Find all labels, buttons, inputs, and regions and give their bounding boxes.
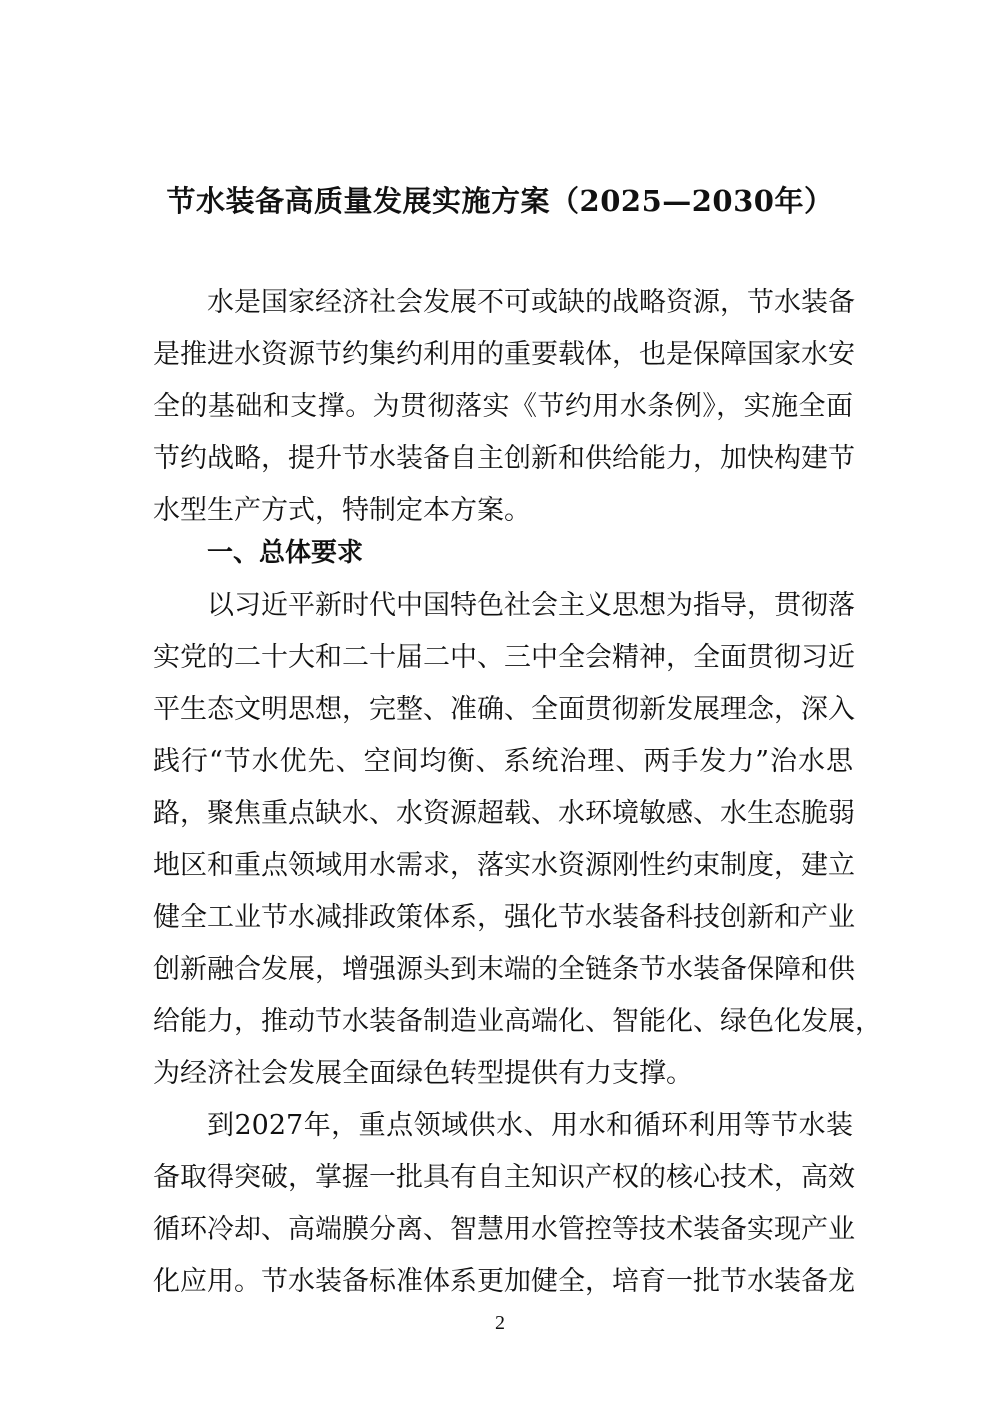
paragraph-1-line: 水是国家经济社会发展不可或缺的战略资源，节水装备	[207, 287, 855, 318]
document-title: 节水装备高质量发展实施方案（2025—2030年）	[166, 184, 834, 218]
section-heading: 一、总体要求	[207, 538, 364, 568]
paragraph-3-line: 循环冷却、高端膜分离、智慧用水管控等技术装备实现产业	[153, 1214, 855, 1245]
paragraph-1-line: 是推进水资源节约集约利用的重要载体，也是保障国家水安	[153, 339, 855, 370]
paragraph-3-line: 备取得突破，掌握一批具有自主知识产权的核心技术，高效	[153, 1162, 855, 1193]
paragraph-2-line: 路，聚焦重点缺水、水资源超载、水环境敏感、水生态脆弱	[153, 798, 855, 829]
paragraph-2-line: 以习近平新时代中国特色社会主义思想为指导，贯彻落	[207, 590, 855, 621]
paragraph-2-line: 为经济社会发展全面绿色转型提供有力支撑。	[153, 1058, 693, 1089]
paragraph-1-line: 水型生产方式，特制定本方案。	[153, 495, 531, 526]
paragraph-1-line: 全的基础和支撑。为贯彻落实《节约用水条例》，实施全面	[153, 391, 853, 422]
paragraph-2-line: 地区和重点领域用水需求，落实水资源刚性约束制度，建立	[153, 850, 855, 881]
paragraph-3-line: 化应用。节水装备标准体系更加健全，培育一批节水装备龙	[153, 1266, 855, 1297]
paragraph-1-line: 节约战略，提升节水装备自主创新和供给能力，加快构建节	[153, 443, 855, 474]
paragraph-2-line: 健全工业节水减排政策体系，强化节水装备科技创新和产业	[153, 902, 855, 933]
page-number: 2	[495, 1312, 505, 1334]
paragraph-2-line: 创新融合发展，增强源头到末端的全链条节水装备保障和供	[153, 954, 855, 985]
paragraph-2-line: 践行“节水优先、空间均衡、系统治理、两手发力”治水思	[153, 746, 853, 777]
paragraph-2-line: 平生态文明思想，完整、准确、全面贯彻新发展理念，深入	[153, 694, 855, 725]
paragraph-2-line: 实党的二十大和二十届二中、三中全会精神，全面贯彻习近	[153, 642, 855, 673]
paragraph-2-line: 给能力，推动节水装备制造业高端化、智能化、绿色化发展，	[153, 1006, 882, 1037]
paragraph-3-line: 到2027年，重点领域供水、用水和循环利用等节水装	[207, 1110, 853, 1141]
